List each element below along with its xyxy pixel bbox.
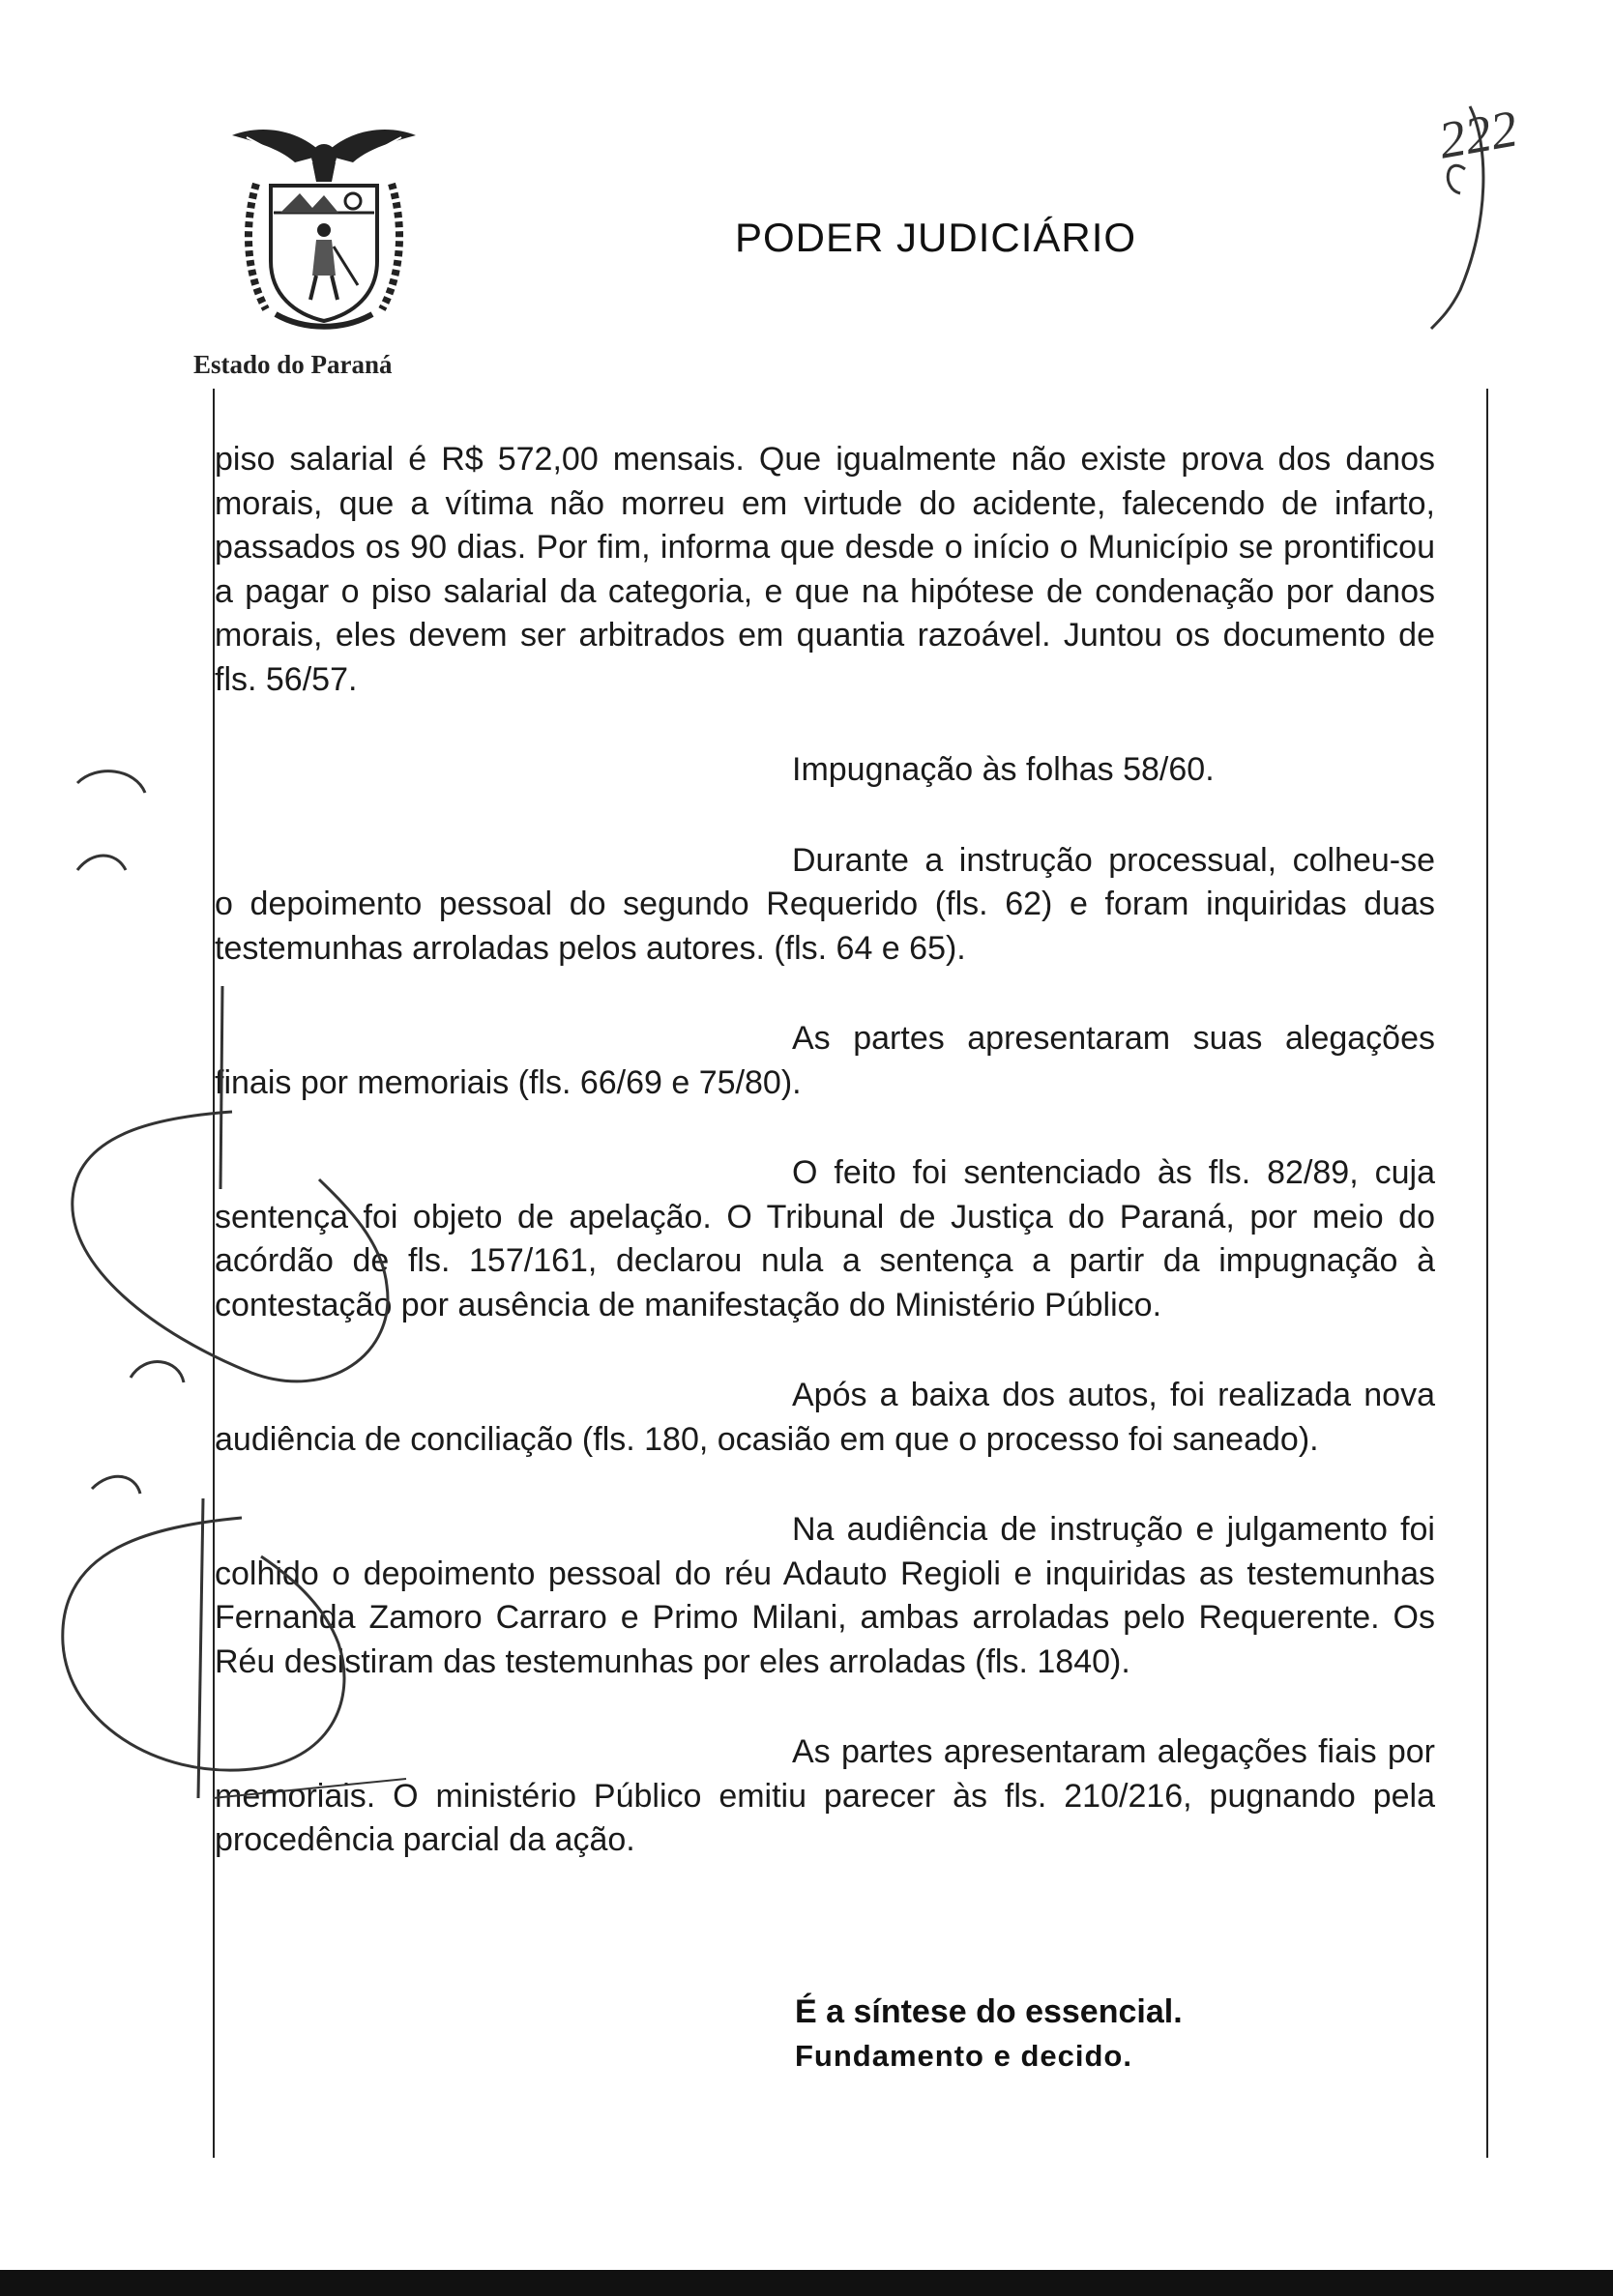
handwritten-stroke-icon [198,1498,203,1798]
paragraph: O feito foi sentenciado às fls. 82/89, cuja sentença foi objeto de apelação. O Tribunal de Justiça do Paraná, por meio do acórdão de fls. 157/161, declarou nula a sentença a partir da impugnação à contestação por ausência de manifestação do Ministério Público. [215,1154,1435,1323]
closing-block [795,1993,1183,2074]
document-body [215,438,1435,1909]
paragraph: As partes apresentaram alegações fiais por memoriais. O ministério Público emitiu parecer às fls. 210/216, pugnando pela procedência parcial da ação. [215,1733,1435,1858]
paragraph: piso salarial é R$ 572,00 mensais. Que igualmente não existe prova dos danos morais, que a vítima não morreu em virtude do acidente, falecendo de infarto, passados os 90 dias. Por fim, informa que desde o início o Município se prontificou a pagar o piso salarial da categoria, e que na hipótese de condenação por danos morais, eles devem ser arbitrados em quantia razoável. Juntou os documento de fls. 56/57. [215,441,1435,698]
handwritten-stroke-icon [131,1362,184,1382]
closing-line: É a síntese do essencial. [795,1993,1183,2030]
paragraph: As partes apresentaram suas alegações finais por memoriais (fls. 66/69 e 75/80). [215,1020,1435,1101]
closing-line: Fundamento e decido. [795,2039,1132,2073]
state-name: Estado do Paraná [193,350,393,379]
handwritten-stroke-icon [1448,165,1465,193]
paragraph: Impugnação às folhas 58/60. [792,751,1215,788]
handwritten-stroke-icon [77,771,145,793]
paragraph: Após a baixa dos autos, foi realizada nova audiência de conciliação (fls. 180, ocasião em que o processo foi saneado). [215,1377,1435,1458]
parana-coat-of-arms-icon [227,116,421,338]
paragraph: Durante a instrução processual, colheu-se o depoimento pessoal do segundo Requerido (fls. 62) e foram inquiridas duas testemunhas arroladas pelos autores. (fls. 64 e 65). [215,841,1435,967]
handwritten-stroke-icon [77,856,126,870]
scan-border [0,2270,1613,2296]
handwritten-stroke-icon [92,1476,140,1494]
paragraph: Na audiência de instrução e julgamento foi colhido o depoimento pessoal do réu Adauto Regioli e inquiridas as testemunhas Fernanda Zamoro Carraro e Primo Milani, ambas arroladas pelo Requerente. Os Réu desistiram das testemunhas por eles arroladas (fls. 1840). [215,1511,1435,1680]
page-title: PODER JUDICIÁRIO [735,215,1137,260]
right-margin-rule [1486,389,1488,2158]
handwritten-page-number: 222 [1434,99,1522,170]
